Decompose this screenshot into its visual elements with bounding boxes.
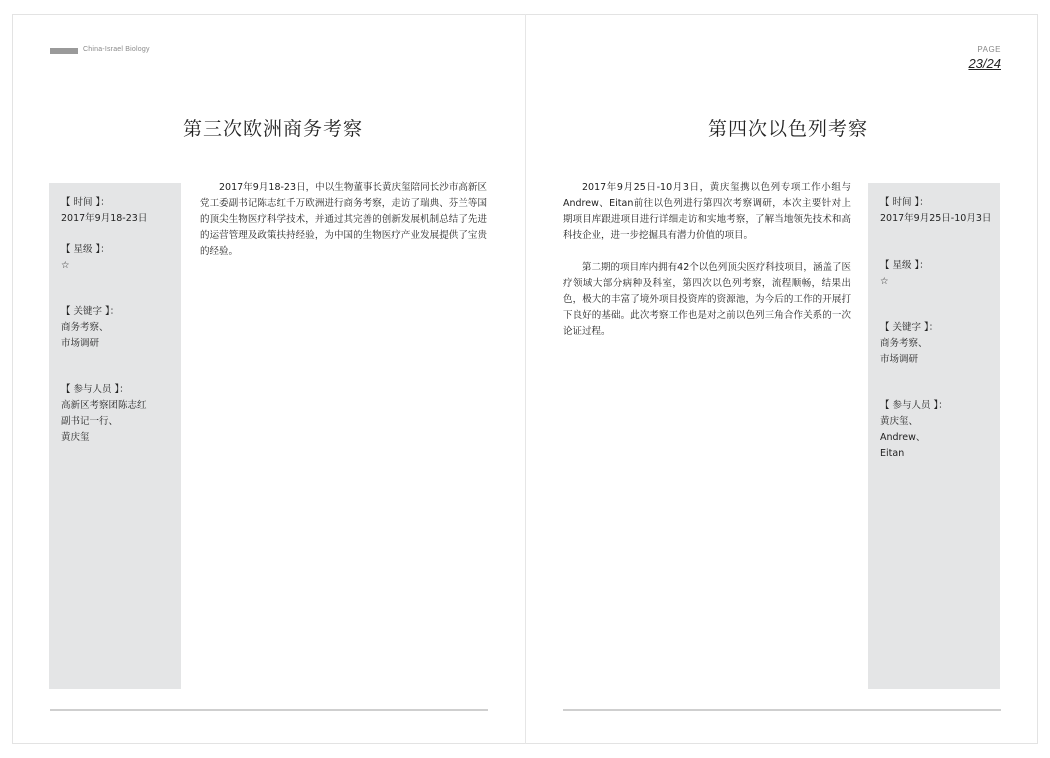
participants-block xyxy=(61,382,147,446)
keyword-item: 市场调研 xyxy=(61,338,100,349)
time-label: 【 时间 】： xyxy=(880,197,929,208)
participants-block xyxy=(880,398,948,462)
star-icon: ☆ xyxy=(880,276,889,287)
body-paragraph: 2017年9月18-23日，中以生物董事长黄庆玺陪同长沙市高新区党工委副书记陈志红千万欧洲进行商务考察，走访了瑞典、芬兰等国的顶尖生物医疗科学技术，并通过其完善的创新发展机制总结了先进的运营管理及政策扶持经验，为中国的生物医疗产业发展提供了宝贵的经验。 xyxy=(200,182,487,257)
participant-item: 副书记一行、 xyxy=(61,416,119,427)
keyword-item: 商务考察、 xyxy=(880,338,928,349)
right-body-text xyxy=(563,180,851,356)
time-block xyxy=(61,195,147,227)
stars-label: 【 星级 】： xyxy=(61,244,110,255)
page-label: PAGE xyxy=(977,45,1001,54)
time-label: 【 时间 】： xyxy=(61,197,110,208)
brand-bar-mark xyxy=(50,48,78,54)
body-paragraph: 第二期的项目库内拥有42个以色列顶尖医疗科技项目，涵盖了医疗领域大部分病种及科室，第四次以色列考察，流程顺畅，结果出色，极大的丰富了境外项目投资库的资源池，为今后的工作的开展打下良好的基础。此次考察工作也是对之前以色列三角合作关系的一次论证过程。 xyxy=(563,262,851,337)
participant-item: Andrew、 xyxy=(880,432,926,443)
keyword-item: 商务考察、 xyxy=(61,322,109,333)
participant-item: Eitan xyxy=(880,448,905,459)
participants-label: 【 参与人员 】： xyxy=(61,384,129,395)
page-number: 23/24 xyxy=(968,56,1001,71)
brand-text: China-Israel Biology xyxy=(83,46,150,53)
stars-block xyxy=(880,258,929,290)
time-value: 2017年9月18-23日 xyxy=(61,213,148,224)
participant-item: 黄庆玺 xyxy=(61,432,90,443)
left-page-title: 第三次欧洲商务考察 xyxy=(183,118,364,140)
right-footer-rule xyxy=(563,709,1001,711)
keywords-label: 【 关键字 】： xyxy=(880,322,939,333)
participants-label: 【 参与人员 】： xyxy=(880,400,948,411)
left-info-sidebar xyxy=(49,183,181,689)
stars-block xyxy=(61,242,110,274)
keywords-label: 【 关键字 】： xyxy=(61,306,120,317)
page-fold-divider xyxy=(525,14,526,744)
right-info-sidebar xyxy=(868,183,1000,689)
left-body-text xyxy=(200,180,487,276)
star-icon: ☆ xyxy=(61,260,70,271)
left-footer-rule xyxy=(50,709,488,711)
body-paragraph: 2017年9月25日-10月3日，黄庆玺携以色列专项工作小组与Andrew、Eitan前往以色列进行第四次考察调研，本次主要针对上期项目库跟进项目进行详细走访和实地考察，了解当地领先技术和高科技企业，进一步挖掘具有潜力价值的项目。 xyxy=(563,182,851,241)
participant-item: 高新区考察团陈志红 xyxy=(61,400,147,411)
keywords-block xyxy=(880,320,938,368)
participant-item: 黄庆玺、 xyxy=(880,416,919,427)
stars-label: 【 星级 】： xyxy=(880,260,929,271)
time-value: 2017年9月25日-10月3日 xyxy=(880,213,992,224)
right-page-title: 第四次以色列考察 xyxy=(708,118,869,140)
keyword-item: 市场调研 xyxy=(880,354,919,365)
time-block xyxy=(880,195,991,227)
keywords-block xyxy=(61,304,119,352)
